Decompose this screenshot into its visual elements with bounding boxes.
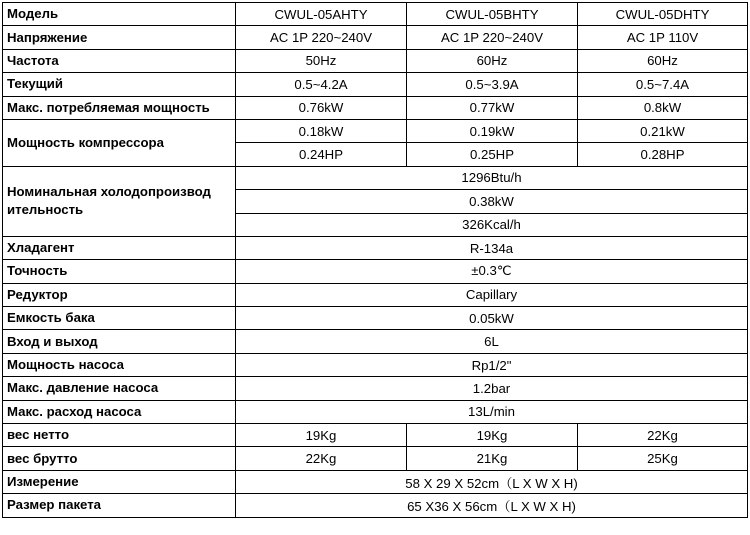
gross-weight-a: 22Kg bbox=[236, 447, 407, 470]
row-pump-power bbox=[3, 353, 748, 376]
package-size-value: 65 X36 X 56cm（L X W X H) bbox=[236, 494, 748, 517]
label-max-pump-flow: Макс. расход насоса bbox=[3, 400, 236, 423]
frequency-a: 50Hz bbox=[236, 49, 407, 72]
compressor-hp-a: 0.24HP bbox=[236, 143, 407, 166]
row-dimensions bbox=[3, 470, 748, 493]
frequency-b: 60Hz bbox=[407, 49, 578, 72]
inlet-outlet-value: 6L bbox=[236, 330, 748, 353]
cooling-btu: 1296Btu/h bbox=[236, 166, 748, 189]
precision-value: ±0.3℃ bbox=[236, 260, 748, 283]
net-weight-b: 19Kg bbox=[407, 424, 578, 447]
label-voltage: Напряжение bbox=[3, 26, 236, 49]
compressor-kw-d: 0.21kW bbox=[578, 119, 748, 142]
label-precision: Точность bbox=[3, 260, 236, 283]
current-b: 0.5~3.9A bbox=[407, 73, 578, 96]
label-current: Текущий bbox=[3, 73, 236, 96]
compressor-kw-a: 0.18kW bbox=[236, 119, 407, 142]
voltage-b: AC 1P 220~240V bbox=[407, 26, 578, 49]
row-max-power bbox=[3, 96, 748, 119]
pump-power-value: Rp1/2" bbox=[236, 353, 748, 376]
row-current bbox=[3, 73, 748, 96]
model-d: CWUL-05DHTY bbox=[578, 3, 748, 26]
spec-table bbox=[2, 2, 748, 518]
label-frequency: Частота bbox=[3, 49, 236, 72]
row-tank-capacity bbox=[3, 307, 748, 330]
label-dimensions: Измерение bbox=[3, 470, 236, 493]
label-max-pump-pressure: Макс. давление насоса bbox=[3, 377, 236, 400]
model-a: CWUL-05AHTY bbox=[236, 3, 407, 26]
voltage-d: AC 1P 110V bbox=[578, 26, 748, 49]
voltage-a: AC 1P 220~240V bbox=[236, 26, 407, 49]
label-compressor-power: Мощность компрессора bbox=[3, 119, 236, 166]
refrigerant-value: R-134a bbox=[236, 236, 748, 259]
label-gross-weight: вес брутто bbox=[3, 447, 236, 470]
label-inlet-outlet: Вход и выход bbox=[3, 330, 236, 353]
row-voltage bbox=[3, 26, 748, 49]
net-weight-d: 22Kg bbox=[578, 424, 748, 447]
label-package-size: Размер пакета bbox=[3, 494, 236, 517]
row-net-weight bbox=[3, 424, 748, 447]
row-inlet-outlet bbox=[3, 330, 748, 353]
max-power-a: 0.76kW bbox=[236, 96, 407, 119]
label-model: Модель bbox=[3, 3, 236, 26]
compressor-hp-b: 0.25HP bbox=[407, 143, 578, 166]
label-refrigerant: Хладагент bbox=[3, 236, 236, 259]
gross-weight-b: 21Kg bbox=[407, 447, 578, 470]
compressor-hp-d: 0.28HP bbox=[578, 143, 748, 166]
row-max-pump-pressure bbox=[3, 377, 748, 400]
label-pump-power: Мощность насоса bbox=[3, 353, 236, 376]
current-d: 0.5~7.4A bbox=[578, 73, 748, 96]
label-cooling-capacity: Номинальная холодопроизвод ительность bbox=[3, 166, 236, 236]
label-max-power: Макс. потребляемая мощность bbox=[3, 96, 236, 119]
cooling-kw: 0.38kW bbox=[236, 190, 748, 213]
model-b: CWUL-05BHTY bbox=[407, 3, 578, 26]
max-pump-flow-value: 13L/min bbox=[236, 400, 748, 423]
label-net-weight: вес нетто bbox=[3, 424, 236, 447]
row-cooling-btu bbox=[3, 166, 748, 189]
max-pump-pressure-value: 1.2bar bbox=[236, 377, 748, 400]
row-model bbox=[3, 3, 748, 26]
row-compressor-kw bbox=[3, 119, 748, 142]
reducer-value: Capillary bbox=[236, 283, 748, 306]
row-package-size bbox=[3, 494, 748, 517]
row-refrigerant bbox=[3, 236, 748, 259]
label-tank-capacity: Емкость бака bbox=[3, 307, 236, 330]
row-reducer bbox=[3, 283, 748, 306]
max-power-b: 0.77kW bbox=[407, 96, 578, 119]
net-weight-a: 19Kg bbox=[236, 424, 407, 447]
current-a: 0.5~4.2A bbox=[236, 73, 407, 96]
tank-capacity-value: 0.05kW bbox=[236, 307, 748, 330]
row-gross-weight bbox=[3, 447, 748, 470]
label-reducer: Редуктор bbox=[3, 283, 236, 306]
compressor-kw-b: 0.19kW bbox=[407, 119, 578, 142]
row-frequency bbox=[3, 49, 748, 72]
dimensions-value: 58 X 29 X 52cm（L X W X H) bbox=[236, 470, 748, 493]
row-precision bbox=[3, 260, 748, 283]
cooling-kcal: 326Kcal/h bbox=[236, 213, 748, 236]
row-max-pump-flow bbox=[3, 400, 748, 423]
max-power-d: 0.8kW bbox=[578, 96, 748, 119]
frequency-d: 60Hz bbox=[578, 49, 748, 72]
gross-weight-d: 25Kg bbox=[578, 447, 748, 470]
